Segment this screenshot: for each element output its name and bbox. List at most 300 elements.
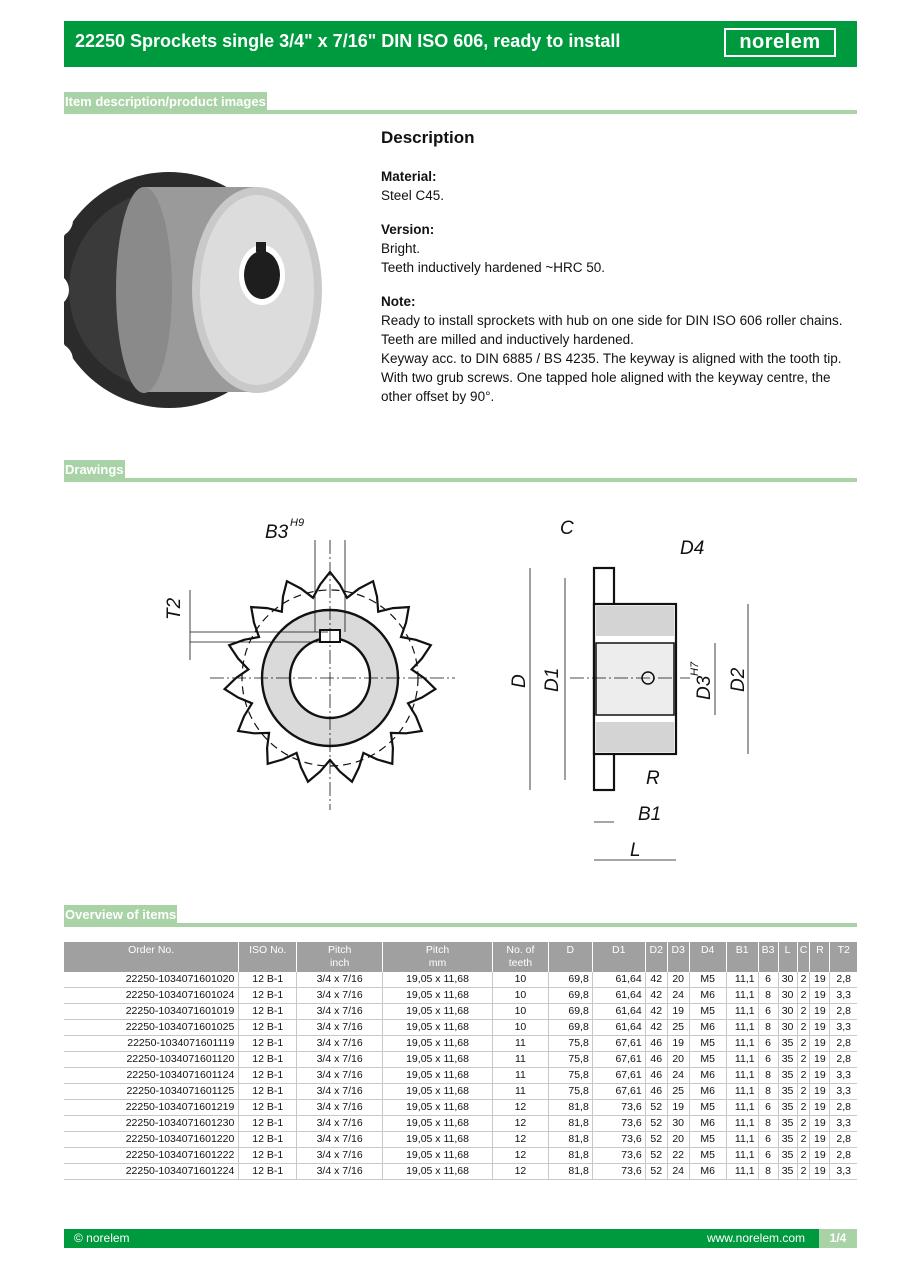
column-header-label: R (816, 944, 824, 956)
table-cell: 75,8 (548, 1052, 592, 1068)
table-cell: 6 (758, 1148, 778, 1164)
table-cell: 42 (645, 1004, 667, 1020)
order-number-cell: 22250-1034071601224 (64, 1164, 239, 1180)
table-cell: 2,8 (830, 1148, 857, 1164)
table-cell: 3/4 x 7/16 (297, 1100, 383, 1116)
version-text-1: Bright. (381, 241, 421, 256)
product-image (64, 125, 339, 445)
table-cell: 75,8 (548, 1036, 592, 1052)
table-cell: 12 B-1 (239, 1004, 297, 1020)
column-header (810, 942, 830, 972)
website-link[interactable]: www.norelem.com (706, 1231, 805, 1245)
table-cell: 11,1 (726, 972, 758, 988)
table-cell: 12 (492, 1132, 548, 1148)
section-title: Item description/product images (64, 92, 267, 112)
table-cell: 19 (810, 1052, 830, 1068)
table-cell: 81,8 (548, 1148, 592, 1164)
label-h9: H9 (290, 517, 305, 529)
table-cell: 19,05 x 11,68 (383, 1084, 493, 1100)
section-title: Overview of items (64, 905, 177, 925)
column-header-unit: mm (428, 957, 447, 969)
table-cell: 11,1 (726, 1132, 758, 1148)
column-header (239, 942, 297, 972)
table-row (64, 1164, 857, 1180)
table-cell: 3/4 x 7/16 (297, 1020, 383, 1036)
table-cell: 75,8 (548, 1068, 592, 1084)
table-cell: 12 B-1 (239, 1052, 297, 1068)
table-cell: 11,1 (726, 1164, 758, 1180)
items-table (64, 942, 857, 1180)
table-cell: 3,3 (830, 1020, 857, 1036)
table-cell: 8 (758, 1084, 778, 1100)
label-l: L (630, 840, 641, 861)
section-divider (64, 478, 857, 482)
table-cell: 3,3 (830, 1116, 857, 1132)
table-cell: 12 (492, 1148, 548, 1164)
table-row (64, 1132, 857, 1148)
column-header (548, 942, 592, 972)
table-cell: 6 (758, 972, 778, 988)
table-cell: 19 (667, 1036, 689, 1052)
table-cell: 35 (778, 1164, 797, 1180)
table-cell: 46 (645, 1052, 667, 1068)
table-cell: 81,8 (548, 1164, 592, 1180)
column-header (297, 942, 383, 972)
note-text-2: Keyway acc. to DIN 6885 / BS 4235. The keyway is aligned with the tooth tip. (381, 351, 842, 366)
table-cell: 3,3 (830, 1164, 857, 1180)
table-cell: 2,8 (830, 1132, 857, 1148)
table-cell: 11,1 (726, 1148, 758, 1164)
table-cell: 3/4 x 7/16 (297, 988, 383, 1004)
table-cell: 35 (778, 1036, 797, 1052)
table-cell: 69,8 (548, 988, 592, 1004)
table-cell: 19 (810, 1148, 830, 1164)
table-cell: 3/4 x 7/16 (297, 1052, 383, 1068)
table-cell: 12 B-1 (239, 1068, 297, 1084)
table-cell: 46 (645, 1068, 667, 1084)
table-cell: 6 (758, 1004, 778, 1020)
table-cell: M6 (689, 1020, 726, 1036)
table-cell: 69,8 (548, 1020, 592, 1036)
order-number-cell: 22250-1034071601124 (64, 1068, 239, 1084)
table-cell: 35 (778, 1052, 797, 1068)
column-header (726, 942, 758, 972)
table-cell: 46 (645, 1036, 667, 1052)
table-cell: 81,8 (548, 1116, 592, 1132)
table-cell: 69,8 (548, 1004, 592, 1020)
table-cell: M5 (689, 972, 726, 988)
table-cell: 12 B-1 (239, 1164, 297, 1180)
column-header-unit: teeth (508, 957, 533, 969)
table-cell: 11,1 (726, 1084, 758, 1100)
table-cell: 19 (810, 1020, 830, 1036)
table-cell: 2 (797, 1020, 810, 1036)
label-d: D (509, 674, 530, 688)
table-cell: 10 (492, 1020, 548, 1036)
table-cell: 6 (758, 1052, 778, 1068)
order-number-cell: 22250-1034071601220 (64, 1132, 239, 1148)
table-cell: 12 B-1 (239, 1116, 297, 1132)
table-row (64, 1116, 857, 1132)
table-cell: 12 B-1 (239, 1084, 297, 1100)
table-cell: 2,8 (830, 1100, 857, 1116)
table-cell: 2 (797, 1132, 810, 1148)
table-cell: 30 (778, 972, 797, 988)
table-cell: 19,05 x 11,68 (383, 1132, 493, 1148)
table-cell: 24 (667, 988, 689, 1004)
table-cell: 3/4 x 7/16 (297, 1036, 383, 1052)
section-overview (64, 905, 857, 927)
table-row (64, 1084, 857, 1100)
note-label: Note: (381, 294, 416, 309)
table-cell: 2 (797, 1036, 810, 1052)
description-heading: Description (381, 128, 475, 147)
order-number-cell: 22250-1034071601222 (64, 1148, 239, 1164)
column-header-label: ISO No. (249, 944, 287, 956)
table-row (64, 1068, 857, 1084)
section-divider (64, 923, 857, 927)
table-cell: 2 (797, 972, 810, 988)
label-r: R (646, 768, 660, 789)
table-cell: 52 (645, 1100, 667, 1116)
table-cell: 10 (492, 1004, 548, 1020)
table-cell: 10 (492, 972, 548, 988)
table-cell: 19 (810, 988, 830, 1004)
order-number-cell: 22250-1034071601230 (64, 1116, 239, 1132)
table-cell: 67,61 (592, 1084, 645, 1100)
column-header (492, 942, 548, 972)
table-cell: M5 (689, 1052, 726, 1068)
column-header-label: D2 (649, 944, 663, 956)
column-header-label: B3 (761, 944, 775, 956)
table-cell: 35 (778, 1084, 797, 1100)
table-cell: 3/4 x 7/16 (297, 1148, 383, 1164)
table-cell: 22 (667, 1148, 689, 1164)
table-cell: 19 (810, 1068, 830, 1084)
page-number: 1/4 (819, 1229, 857, 1248)
table-cell: 2,8 (830, 972, 857, 988)
table-cell: 73,6 (592, 1116, 645, 1132)
table-cell: 3/4 x 7/16 (297, 1116, 383, 1132)
column-header (592, 942, 645, 972)
column-header-label: D (566, 944, 575, 956)
column-header (383, 942, 493, 972)
column-header (830, 942, 857, 972)
hub-shape (116, 187, 322, 393)
table-cell: 11,1 (726, 1020, 758, 1036)
table-cell: 19 (810, 1116, 830, 1132)
bore-section (596, 643, 674, 715)
table-cell: 42 (645, 988, 667, 1004)
table-cell: 35 (778, 1100, 797, 1116)
table-row (64, 1004, 857, 1020)
table-cell: 2 (797, 1100, 810, 1116)
table-header-row (64, 942, 857, 972)
table-cell: M5 (689, 1036, 726, 1052)
table-cell: 12 (492, 1164, 548, 1180)
page-header (64, 21, 857, 67)
table-cell: 35 (778, 1132, 797, 1148)
table-cell: 30 (778, 1004, 797, 1020)
order-number-cell: 22250-1034071601020 (64, 972, 239, 988)
table-cell: 20 (667, 1052, 689, 1068)
table-cell: 19 (810, 1164, 830, 1180)
table-cell: 35 (778, 1068, 797, 1084)
order-number-cell: 22250-1034071601019 (64, 1004, 239, 1020)
column-header (797, 942, 810, 972)
order-number-cell: 22250-1034071601025 (64, 1020, 239, 1036)
column-header-label: B1 (735, 944, 749, 956)
table-cell: 2 (797, 1148, 810, 1164)
table-cell: 12 B-1 (239, 988, 297, 1004)
note-block (381, 292, 857, 406)
table-cell: 73,6 (592, 1148, 645, 1164)
table-row (64, 1036, 857, 1052)
table-cell: 81,8 (548, 1132, 592, 1148)
table-cell: 46 (645, 1084, 667, 1100)
material-text: Steel C45. (381, 188, 445, 203)
table-cell: 3,3 (830, 1068, 857, 1084)
table-cell: 42 (645, 1020, 667, 1036)
version-block (381, 220, 857, 277)
column-header-label: Order No. (128, 944, 175, 956)
description-block (381, 128, 857, 421)
label-d2: D2 (728, 667, 749, 692)
column-header-label: Pitch (327, 944, 352, 956)
note-text-1: Ready to install sprockets with hub on one side for DIN ISO 606 roller chains. Teeth are milled and inductively hardened. (381, 313, 843, 347)
column-header (64, 942, 239, 972)
version-text-2: Teeth inductively hardened ~HRC 50. (381, 260, 606, 275)
table-cell: 19 (810, 1004, 830, 1020)
table-cell: 67,61 (592, 1068, 645, 1084)
table-cell: 20 (667, 972, 689, 988)
table-cell: 81,8 (548, 1100, 592, 1116)
page-title: 22250 Sprockets single 3/4" x 7/16" DIN ISO 606, ready to install (75, 31, 621, 51)
table-cell: 2 (797, 1004, 810, 1020)
table-row (64, 1052, 857, 1068)
table-cell: 52 (645, 1116, 667, 1132)
column-header-label: D4 (700, 944, 715, 956)
table-cell: 61,64 (592, 988, 645, 1004)
hatched-area-top (596, 606, 674, 636)
column-header (758, 942, 778, 972)
version-label: Version: (381, 222, 435, 237)
table-cell: 11,1 (726, 1100, 758, 1116)
norelem-logo: norelem (724, 28, 836, 57)
table-cell: 19 (667, 1100, 689, 1116)
table-cell: 19 (810, 1100, 830, 1116)
table-cell: 8 (758, 1164, 778, 1180)
table-cell: 19 (810, 1084, 830, 1100)
table-cell: 35 (778, 1148, 797, 1164)
table-cell: 2,8 (830, 1052, 857, 1068)
table-cell: 52 (645, 1132, 667, 1148)
section-drawings (64, 460, 857, 482)
table-cell: 2 (797, 988, 810, 1004)
table-row (64, 1148, 857, 1164)
table-body (64, 972, 857, 1180)
table-cell: 12 (492, 1116, 548, 1132)
table-cell: 19 (810, 1036, 830, 1052)
table-cell: 6 (758, 1132, 778, 1148)
hatched-area-bottom (596, 722, 674, 752)
table-cell: 2 (797, 1052, 810, 1068)
front-view (164, 517, 455, 810)
table-cell: 12 (492, 1100, 548, 1116)
label-d3: D3 (694, 675, 715, 700)
table-cell: 6 (758, 1036, 778, 1052)
table-cell: 3/4 x 7/16 (297, 1004, 383, 1020)
table-cell: 11,1 (726, 1068, 758, 1084)
table-cell: 52 (645, 1164, 667, 1180)
table-cell: 19,05 x 11,68 (383, 1148, 493, 1164)
table-row (64, 1100, 857, 1116)
column-header (645, 942, 667, 972)
table-cell: 12 B-1 (239, 1020, 297, 1036)
table-cell: M6 (689, 1068, 726, 1084)
table-cell: 61,64 (592, 972, 645, 988)
order-number-cell: 22250-1034071601024 (64, 988, 239, 1004)
table-cell: 12 B-1 (239, 1132, 297, 1148)
table-cell: 30 (778, 1020, 797, 1036)
table-cell: 24 (667, 1164, 689, 1180)
table-cell: 12 B-1 (239, 1100, 297, 1116)
table-cell: 19,05 x 11,68 (383, 1004, 493, 1020)
table-cell: M5 (689, 1132, 726, 1148)
table-cell: 11 (492, 1036, 548, 1052)
table-cell: 3/4 x 7/16 (297, 1132, 383, 1148)
table-cell: 19,05 x 11,68 (383, 972, 493, 988)
section-item-description (64, 92, 857, 114)
table-cell: 19,05 x 11,68 (383, 1116, 493, 1132)
table-cell: 3/4 x 7/16 (297, 1164, 383, 1180)
column-header-label: D1 (612, 944, 626, 956)
table-cell: 35 (778, 1116, 797, 1132)
table-cell: M6 (689, 1164, 726, 1180)
table-cell: 19,05 x 11,68 (383, 1020, 493, 1036)
table-cell: 19,05 x 11,68 (383, 1052, 493, 1068)
table-cell: 20 (667, 1132, 689, 1148)
column-header (778, 942, 797, 972)
label-d1: D1 (542, 667, 563, 692)
table-cell: M6 (689, 1084, 726, 1100)
table-cell: 2,8 (830, 1036, 857, 1052)
table-cell: 2 (797, 1116, 810, 1132)
column-header-label: T2 (837, 944, 850, 956)
section-title: Drawings (64, 460, 125, 480)
material-label: Material: (381, 169, 437, 184)
table-cell: M5 (689, 1148, 726, 1164)
table-cell: 24 (667, 1068, 689, 1084)
column-header-label: Pitch (425, 944, 450, 956)
label-t2: T2 (164, 597, 185, 620)
table-cell: 25 (667, 1020, 689, 1036)
table-cell: 73,6 (592, 1164, 645, 1180)
column-header-label: No. of (506, 944, 535, 956)
table-cell: 11,1 (726, 1004, 758, 1020)
table-cell: 11 (492, 1084, 548, 1100)
table-cell: 19,05 x 11,68 (383, 1036, 493, 1052)
table-cell: 8 (758, 1068, 778, 1084)
table-cell: 30 (667, 1116, 689, 1132)
table-cell: 2,8 (830, 1004, 857, 1020)
table-cell: 19,05 x 11,68 (383, 1100, 493, 1116)
table-cell: 3/4 x 7/16 (297, 1084, 383, 1100)
side-view (509, 518, 749, 861)
note-text-3: With two grub screws. One tapped hole aligned with the keyway centre, the other offset by 90°. (381, 370, 831, 404)
table-cell: 73,6 (592, 1100, 645, 1116)
table-cell: 19 (667, 1004, 689, 1020)
table-cell: 8 (758, 1116, 778, 1132)
table-cell: 2 (797, 1164, 810, 1180)
table-cell: 11 (492, 1052, 548, 1068)
column-header (689, 942, 726, 972)
table-cell: 3/4 x 7/16 (297, 1068, 383, 1084)
table-cell: 8 (758, 988, 778, 1004)
table-cell: 2 (797, 1084, 810, 1100)
table-cell: 42 (645, 972, 667, 988)
table-row (64, 988, 857, 1004)
table-cell: M6 (689, 988, 726, 1004)
table-cell: 19 (810, 1132, 830, 1148)
table-cell: 61,64 (592, 1020, 645, 1036)
table-cell: 11,1 (726, 1036, 758, 1052)
table-cell: 19,05 x 11,68 (383, 1068, 493, 1084)
page-footer (64, 1229, 857, 1248)
table-cell: 10 (492, 988, 548, 1004)
table-cell: 19 (810, 972, 830, 988)
technical-drawing (150, 510, 770, 880)
column-header-label: D3 (671, 944, 685, 956)
label-h7: H7 (689, 661, 701, 676)
table-cell: 73,6 (592, 1132, 645, 1148)
table-row (64, 1020, 857, 1036)
table-cell: 11,1 (726, 1116, 758, 1132)
table-cell: 67,61 (592, 1036, 645, 1052)
column-header-label: L (784, 944, 791, 956)
order-number-cell: 22250-1034071601125 (64, 1084, 239, 1100)
label-d4: D4 (680, 538, 705, 559)
order-number-cell: 22250-1034071601120 (64, 1052, 239, 1068)
table-cell: 52 (645, 1148, 667, 1164)
column-header-unit: inch (330, 957, 350, 969)
table-cell: 61,64 (592, 1004, 645, 1020)
table-cell: 11,1 (726, 1052, 758, 1068)
table-cell: 3/4 x 7/16 (297, 972, 383, 988)
table-cell: M6 (689, 1116, 726, 1132)
order-number-cell: 22250-1034071601219 (64, 1100, 239, 1116)
column-header (667, 942, 689, 972)
table-cell: 12 B-1 (239, 972, 297, 988)
table-row (64, 972, 857, 988)
table-cell: 2 (797, 1068, 810, 1084)
table-cell: 67,61 (592, 1052, 645, 1068)
copyright-text: © norelem (74, 1231, 130, 1245)
material-block (381, 167, 857, 205)
table-cell: 3,3 (830, 988, 857, 1004)
label-b1: B1 (638, 804, 662, 825)
table-cell: 8 (758, 1020, 778, 1036)
table-cell: M5 (689, 1004, 726, 1020)
column-header-label: C (799, 944, 808, 956)
table-cell: 69,8 (548, 972, 592, 988)
table-cell: 12 B-1 (239, 1148, 297, 1164)
table-cell: 19,05 x 11,68 (383, 988, 493, 1004)
table-cell: 75,8 (548, 1084, 592, 1100)
table-cell: 6 (758, 1100, 778, 1116)
table-cell: 19,05 x 11,68 (383, 1164, 493, 1180)
table-cell: 11,1 (726, 988, 758, 1004)
